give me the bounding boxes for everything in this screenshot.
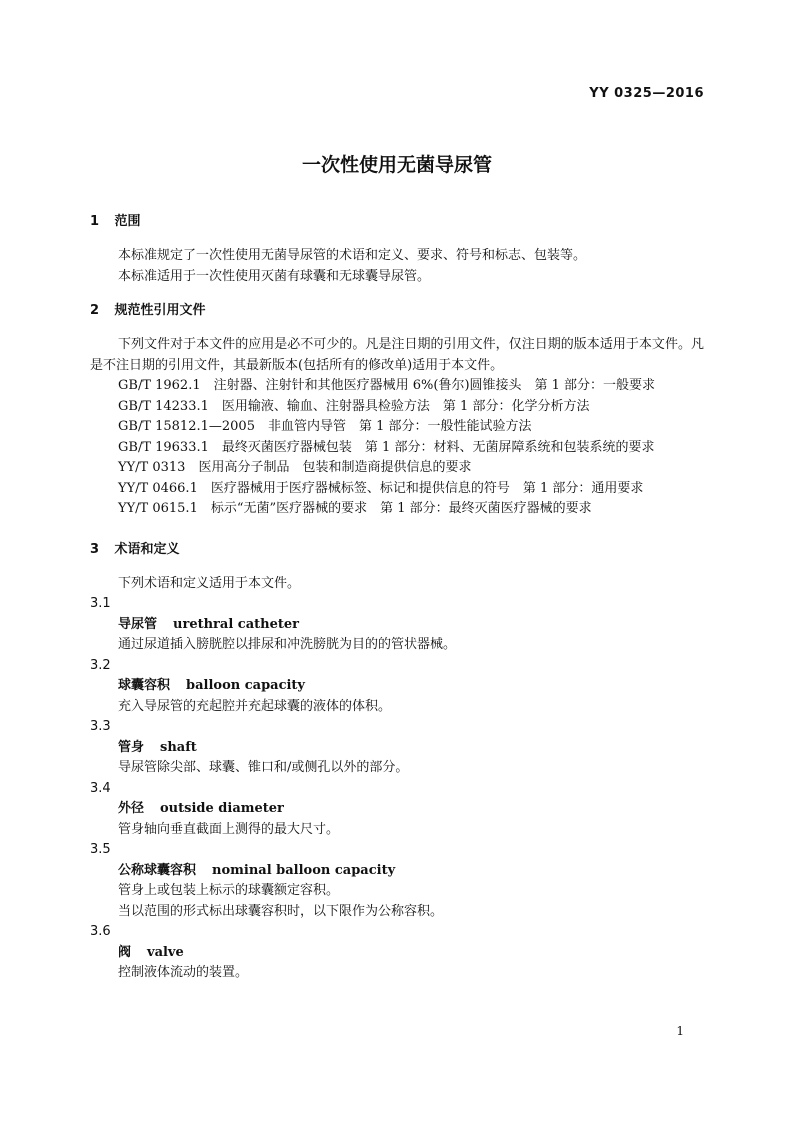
reference-item — [90, 376, 704, 397]
term-name — [90, 861, 704, 882]
term-entry — [90, 922, 704, 984]
term-entry — [90, 779, 704, 841]
reference-code: YY/T 0615.1 — [118, 501, 198, 516]
reference-title: 注射器、注射针和其他医疗器械用 6%(鲁尔)圆锥接头 第 1 部分：一般要求 — [213, 378, 656, 393]
term-name-en: outside diameter — [160, 801, 284, 816]
reference-title: 医用输液、输血、注射器具检验方法 第 1 部分：化学分析方法 — [221, 398, 590, 414]
term-definition: 控制液体流动的装置。 — [118, 965, 249, 980]
term-name — [90, 676, 704, 697]
term-definition: 通过尿道插入膀胱腔以排尿和冲洗膀胱为目的的管状器械。 — [118, 637, 457, 652]
reference-code: YY/T 0466.1 — [118, 480, 198, 496]
section-number: 1 — [90, 214, 100, 229]
term-definition: 导尿管除尖部、球囊、锥口和/或侧孔以外的部分。 — [118, 760, 409, 775]
reference-list — [90, 376, 704, 520]
page-number: 1 — [676, 1024, 684, 1038]
term-name-zh: 导尿管 — [118, 616, 158, 632]
reference-item — [90, 438, 704, 459]
term-name-en: valve — [147, 944, 184, 960]
term-number: 3.6 — [90, 924, 111, 939]
document-body — [90, 212, 704, 984]
paragraph: 本标准规定了一次性使用无菌导尿管的术语和定义、要求、符号和标志、包装等。 — [118, 248, 587, 263]
term-number: 3.4 — [90, 780, 111, 796]
section-heading-terms-and-definitions — [90, 540, 704, 560]
reference-item — [90, 417, 704, 438]
term-definition: 管身上或包装上标示的球囊额定容积。 — [118, 883, 340, 898]
section-heading-normative-references — [90, 301, 704, 321]
term-name — [90, 615, 704, 636]
section-title: 术语和定义 — [114, 541, 180, 557]
term-number: 3.1 — [90, 596, 111, 611]
term-number: 3.3 — [90, 719, 111, 734]
term-name-zh: 管身 — [118, 739, 145, 755]
paragraph: 下列文件对于本文件的应用是必不可少的。凡是注日期的引用文件，仅注日期的版本适用于本文件。凡是不注日期的引用文件，其最新版本(包括所有的修改单)适用于本文件。 — [90, 337, 704, 373]
term-name-zh: 公称球囊容积 — [118, 862, 197, 878]
reference-item — [90, 397, 704, 418]
term-entry — [90, 656, 704, 718]
reference-code: YY/T 0313 — [118, 460, 186, 475]
reference-title: 最终灭菌医疗器械包装 第 1 部分：材料、无菌屏障系统和包装系统的要求 — [221, 439, 655, 455]
term-entry — [90, 594, 704, 656]
term-name — [90, 943, 704, 964]
reference-code: GB/T 14233.1 — [118, 398, 209, 414]
reference-title: 非血管内导管 第 1 部分：一般性能试验方法 — [267, 419, 532, 434]
term-name-zh: 阀 — [118, 944, 132, 960]
paragraph: 本标准适用于一次性使用灭菌有球囊和无球囊导尿管。 — [118, 268, 431, 284]
term-entry — [90, 840, 704, 922]
section-title: 范围 — [114, 214, 141, 229]
reference-code: GB/T 15812.1—2005 — [118, 419, 255, 434]
term-name — [90, 738, 704, 759]
term-name-en: nominal balloon capacity — [212, 862, 396, 878]
reference-code: GB/T 19633.1 — [118, 439, 209, 455]
reference-item — [90, 499, 704, 520]
reference-item — [90, 458, 704, 479]
term-entry — [90, 717, 704, 779]
term-number: 3.5 — [90, 842, 111, 857]
document-code: YY 0325—2016 — [589, 86, 704, 101]
term-name-en: urethral catheter — [173, 616, 299, 632]
section-number: 2 — [90, 303, 100, 318]
term-name — [90, 799, 704, 820]
reference-code: GB/T 1962.1 — [118, 378, 201, 393]
term-number: 3.2 — [90, 657, 111, 673]
term-name-en: shaft — [160, 739, 197, 755]
term-definition: 充入导尿管的充起腔并充起球囊的液体的体积。 — [118, 698, 392, 714]
section-title: 规范性引用文件 — [114, 303, 206, 318]
section-heading-scope — [90, 212, 704, 232]
document-title: 一次性使用无菌导尿管 — [301, 154, 492, 176]
term-name-zh: 球囊容积 — [118, 678, 171, 693]
reference-title: 标示“无菌”医疗器械的要求 第 1 部分：最终灭菌医疗器械的要求 — [210, 501, 592, 516]
term-definition: 当以范围的形式标出球囊容积时，以下限作为公称容积。 — [118, 903, 444, 919]
term-name-en: balloon capacity — [186, 678, 305, 693]
reference-title: 医疗器械用于医疗器械标签、标记和提供信息的符号 第 1 部分：通用要求 — [210, 480, 644, 496]
section-number: 3 — [90, 541, 100, 557]
term-definition: 管身轴向垂直截面上测得的最大尺寸。 — [118, 821, 340, 837]
term-name-zh: 外径 — [118, 801, 145, 816]
paragraph: 下列术语和定义适用于本文件。 — [118, 575, 301, 591]
reference-item — [90, 479, 704, 500]
reference-title: 医用高分子制品 包装和制造商提供信息的要求 — [198, 460, 472, 475]
